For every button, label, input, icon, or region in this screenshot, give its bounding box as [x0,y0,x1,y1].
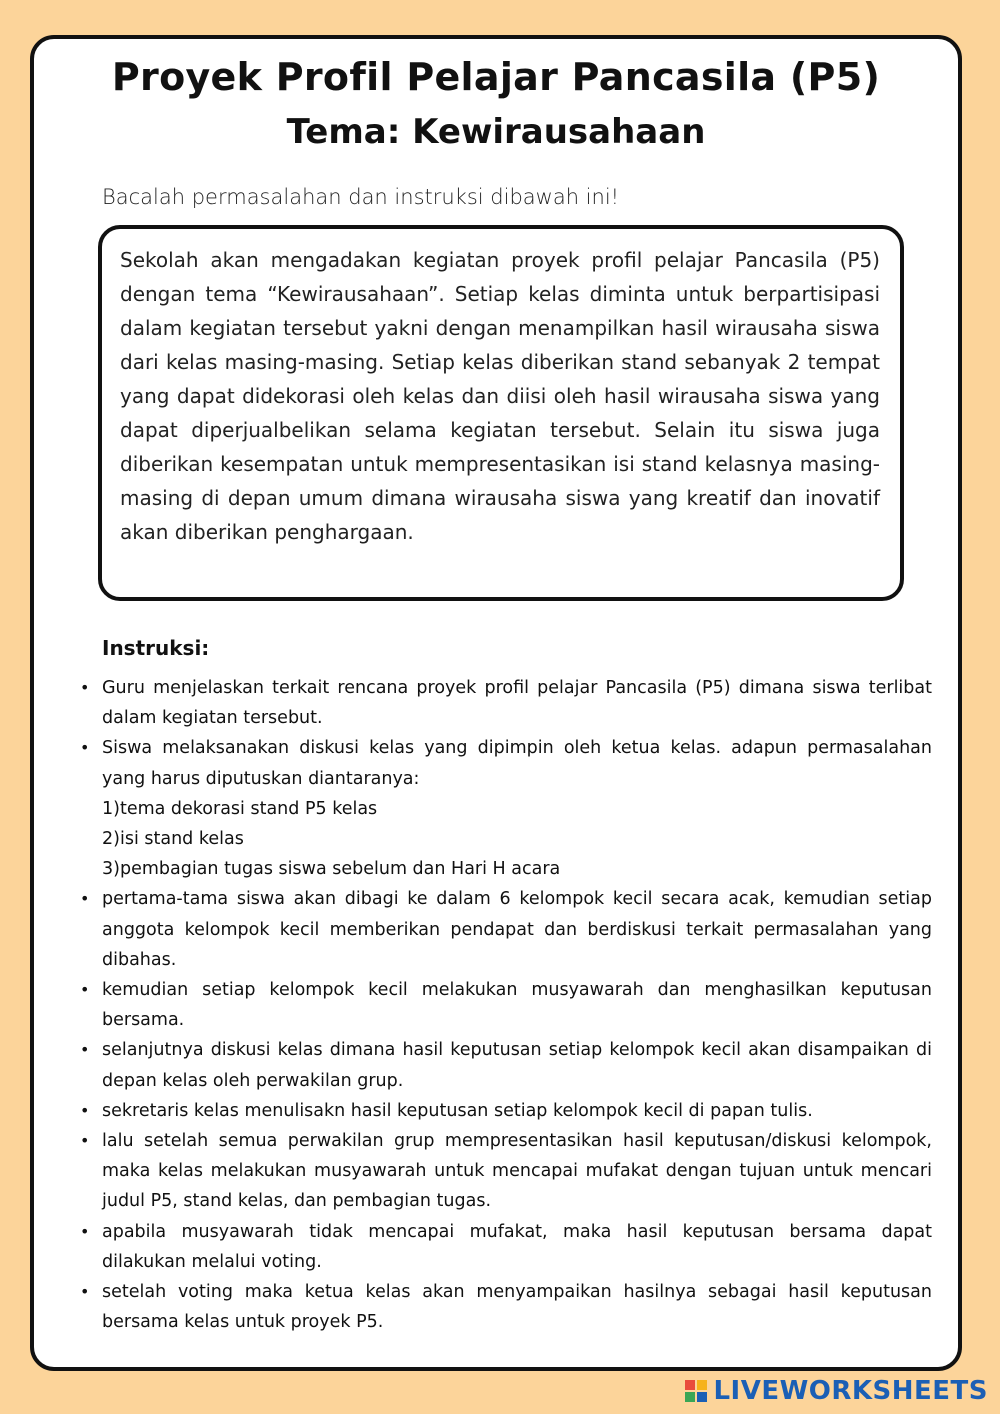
problem-text: Sekolah akan mengadakan kegiatan proyek profil pelajar Pancasila (P5) dengan tema “Kewirausahaan”. Setiap kelas diminta untuk berpartisipasi dalam kegiatan tersebut yakni dengan menampilkan hasil wirausaha siswa dari kelas masing-masing. Setiap kelas diberikan stand sebanyak 2 tempat yang dapat didekorasi oleh kelas dan diisi oleh hasil wirausaha siswa yang dapat diperjualbelikan selama kegiatan tersebut. Selain itu siswa juga diberikan kesempatan untuk mempresentasikan isi stand kelasnya masing-masing di depan umum dimana wirausaha siswa yang kreatif dan inovatif akan diberikan penghargaan. [120,248,880,544]
sub-item: 3)pembagian tugas siswa sebelum dan Hari H acara [102,859,561,880]
bullet-icon: • [80,1100,90,1120]
sub-item: 2)isi stand kelas [102,829,244,850]
logo-text: LIVEWORKSHEETS [713,1376,988,1406]
instructions-list [80,673,932,1337]
instruction-item: • sekretaris kelas menulisakn hasil keputusan setiap kelompok kecil di papan tulis. [102,1096,932,1126]
instruction-item: • lalu setelah semua perwakilan grup mempresentasikan hasil keputusan/diskusi kelompok, maka kelas melakukan musyawarah untuk mencapai mufakat dengan tujuan untuk mencari judul P5, stand kelas, dan pembagian tugas. [102,1126,932,1217]
page-subtitle: Tema: Kewirausahaan [286,112,706,152]
liveworksheets-logo[interactable] [685,1376,988,1406]
sub-item: 1)tema dekorasi stand P5 kelas [102,798,378,819]
worksheet-card [30,35,962,1371]
intro-text: Bacalah permasalahan dan instruksi dibawah ini! [102,185,620,209]
instruction-item: • kemudian setiap kelompok kecil melakukan musyawarah dan menghasilkan keputusan bersama. [102,975,932,1035]
problem-box [98,225,904,601]
instruction-item: • selanjutnya diskusi kelas dimana hasil keputusan setiap kelompok kecil akan disampaikan di depan kelas oleh perwakilan grup. [102,1035,932,1095]
bullet-icon: • [80,980,90,1000]
bullet-icon: • [80,1221,90,1241]
instruction-item: • pertama-tama siswa akan dibagi ke dalam 6 kelompok kecil secara acak, kemudian setiap anggota kelompok kecil memberikan pendapat dan berdiskusi terkait permasalahan yang dibahas. [102,884,932,975]
bullet-icon: • [80,1282,90,1302]
bullet-icon: • [80,738,90,758]
bullet-icon: • [80,678,90,697]
logo-icon [685,1380,707,1402]
instruction-item: • Guru menjelaskan terkait rencana proyek profil pelajar Pancasila (P5) dimana siswa terlibat dalam kegiatan tersebut. [102,673,932,733]
instruction-item: • apabila musyawarah tidak mencapai mufakat, maka hasil keputusan bersama dapat dilakukan melalui voting. [102,1217,932,1277]
bullet-icon: • [80,889,90,909]
instruction-item: • setelah voting maka ketua kelas akan menyampaikan hasilnya sebagai hasil keputusan bersama kelas untuk proyek P5. [102,1277,932,1337]
instructions-heading: Instruksi: [102,636,210,660]
page-title: Proyek Profil Pelajar Pancasila (P5) [111,55,881,99]
bullet-icon: • [80,1131,90,1151]
bullet-icon: • [80,1040,90,1060]
instruction-item: • Siswa melaksanakan diskusi kelas yang dipimpin oleh ketua kelas. adapun permasalahan yang harus diputuskan diantaranya: 1)tema dekorasi stand P5 kelas 2)isi stand kelas 3)pembagian tugas siswa sebelum dan Hari H acara [102,733,932,884]
